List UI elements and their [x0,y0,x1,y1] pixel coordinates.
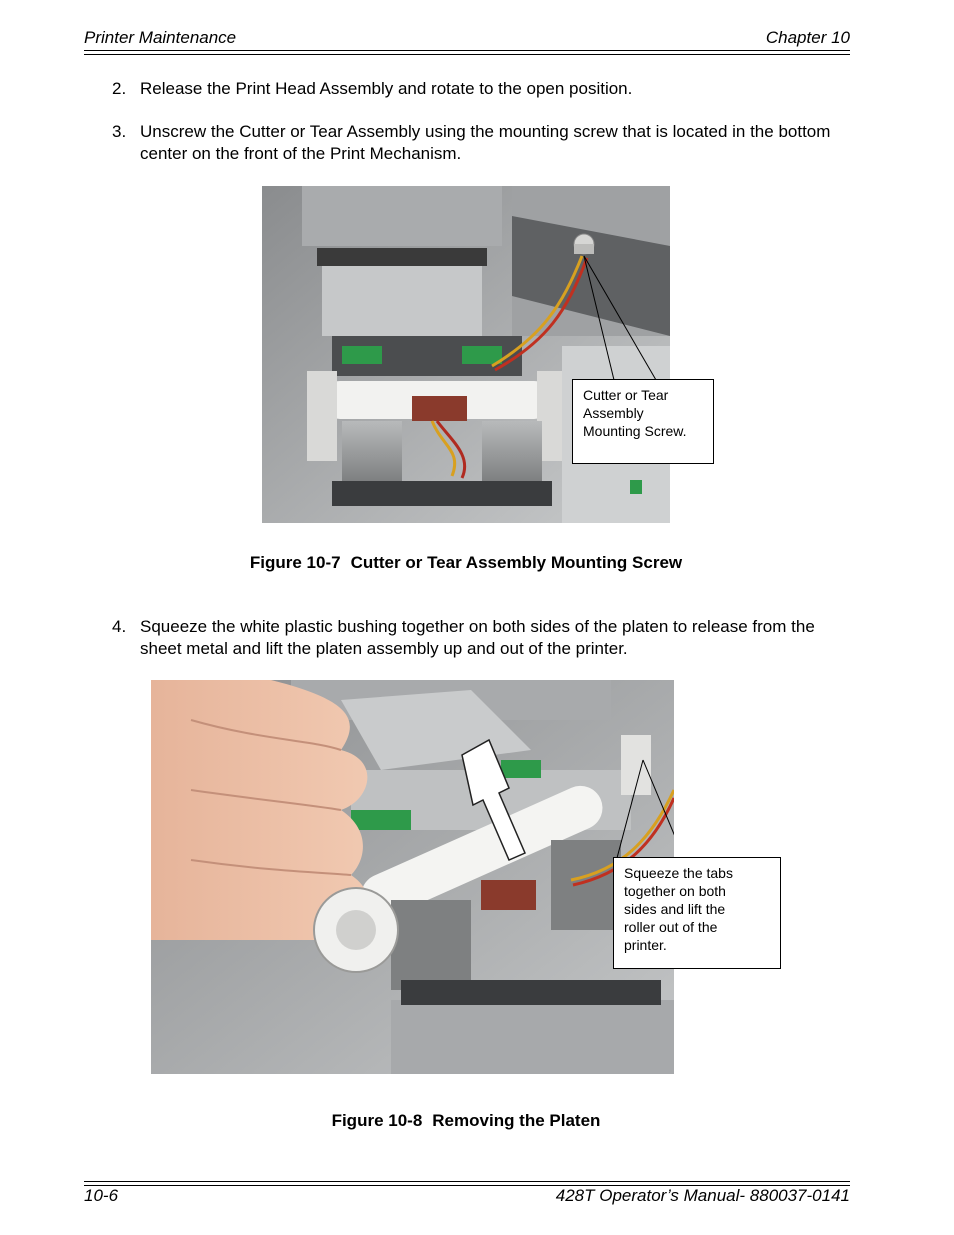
header-chapter: Chapter 10 [765,28,850,47]
figure-10-7-photo [262,186,670,523]
figure-title: Removing the Platen [432,1111,601,1130]
callout-line: roller out of the [624,919,718,935]
figure-label: Figure 10-7 [249,553,341,572]
step-number: 3. [112,122,127,141]
callout-line: Assembly [583,405,644,421]
figure-10-7-callout [572,379,714,464]
figure-label: Figure 10-8 [331,1111,423,1130]
figure-10-8-photo [151,680,674,1074]
callout-line: sides and lift the [624,901,726,917]
footer-page-number: 10-6 [84,1186,119,1205]
callout-line: printer. [624,937,667,953]
figure-10-8-callout [613,857,781,969]
step-number: 2. [112,79,127,98]
callout-line: Cutter or Tear [583,387,669,403]
step-text: Unscrew the Cutter or Tear Assembly using the mounting screw that is located in the bottom center on the front of the Print Mechanism. [140,122,831,163]
step-text: Release the Print Head Assembly and rotate to the open position. [140,79,633,98]
figure-title: Cutter or Tear Assembly Mounting Screw [350,553,683,572]
callout-line: Squeeze the tabs [624,865,733,881]
header-rule [84,50,850,55]
callout-line: together on both [624,883,726,899]
callout-line: Mounting Screw. [583,423,687,439]
figure-10-7-caption [0,553,932,573]
figure-10-8-caption [0,1111,932,1131]
footer-manual-id: 428T Operator’s Manual- 880037-0141 [555,1186,850,1205]
step-number: 4. [112,617,127,636]
header-section-title: Printer Maintenance [84,28,237,47]
step-text: Squeeze the white plastic bushing together on both sides of the platen to release from the sheet metal and lift the platen assembly up and out of the printer. [140,617,815,658]
